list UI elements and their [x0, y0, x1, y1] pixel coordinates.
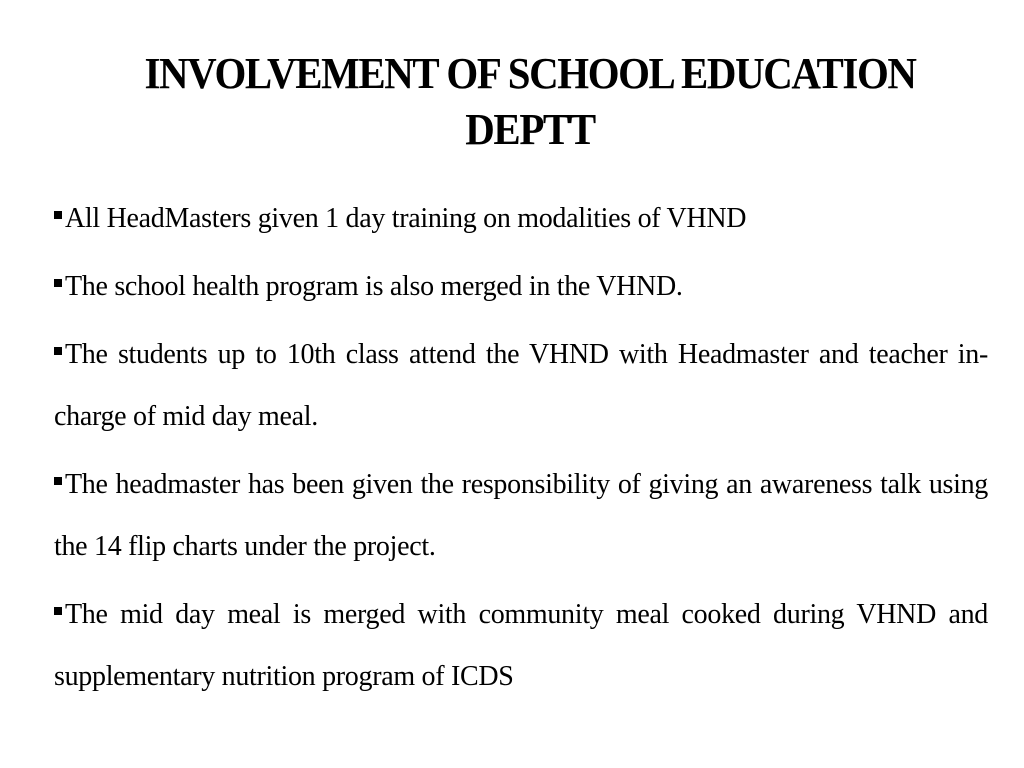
slide-title [74, 46, 985, 158]
square-bullet-icon [54, 279, 62, 287]
square-bullet-icon [54, 477, 62, 485]
bullet-item [54, 454, 988, 578]
bullet-item [54, 256, 988, 318]
title-line-1: INVOLVEMENT OF SCHOOL EDUCATION [144, 49, 916, 98]
bullet-text: The students up to 10th class attend the VHND with Headmaster and teacher in-charge of mid day meal. [54, 339, 988, 432]
bullet-text: The mid day meal is merged with community meal cooked during VHND and supplementary nutrition program of ICDS [54, 599, 988, 692]
bullet-item [54, 188, 988, 250]
bullet-text: The school health program is also merged in the VHND. [65, 271, 683, 302]
square-bullet-icon [54, 211, 62, 219]
title-line-2: DEPTT [465, 105, 595, 154]
bullet-list [54, 188, 988, 714]
bullet-text: The headmaster has been given the responsibility of giving an awareness talk using the 14 flip charts under the project. [54, 469, 988, 562]
bullet-text: All HeadMasters given 1 day training on modalities of VHND [65, 203, 747, 234]
bullet-item [54, 324, 988, 448]
square-bullet-icon [54, 347, 62, 355]
square-bullet-icon [54, 607, 62, 615]
bullet-item [54, 584, 988, 708]
